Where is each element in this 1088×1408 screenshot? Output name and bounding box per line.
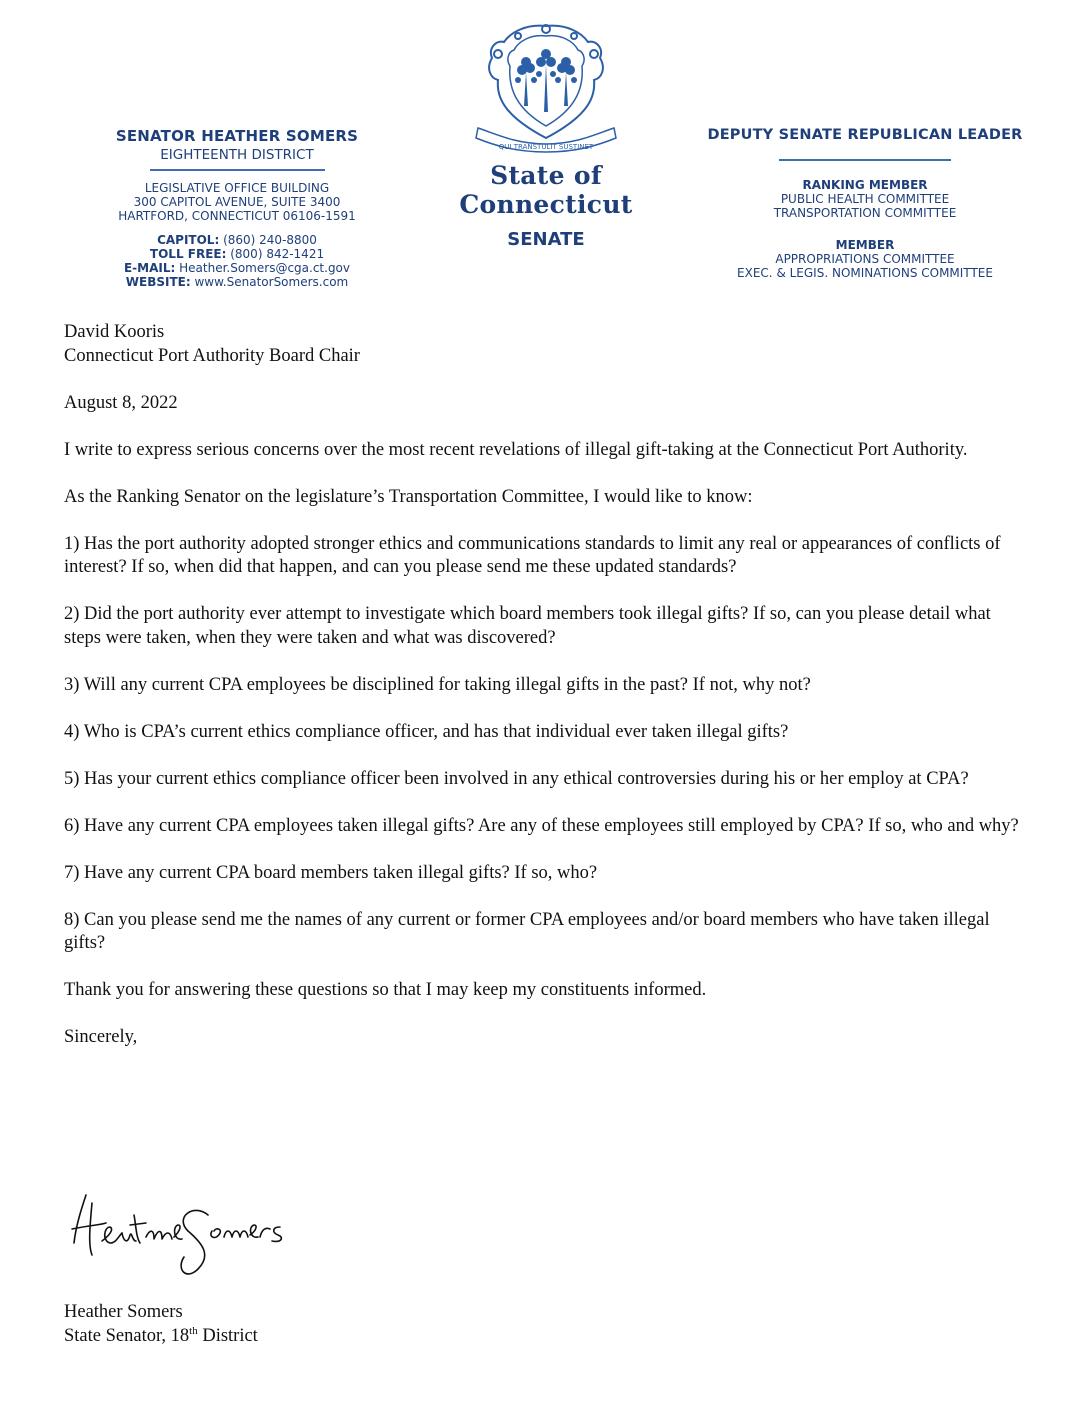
state-name: State of Connecticut [459, 161, 633, 219]
capitol-phone [92, 233, 382, 247]
member-committee-2: EXEC. & LEGIS. NOMINATIONS COMMITTEE [737, 266, 993, 280]
signer-name: Heather Somers [64, 1302, 183, 1322]
letterhead-center [405, 20, 687, 250]
senator-name: SENATOR HEATHER SOMERS [115, 127, 359, 145]
website-value: www.SenatorSomers.com [194, 275, 349, 289]
letter-body [64, 321, 1024, 1073]
letterhead-left [92, 127, 382, 289]
senator-district: EIGHTEENTH DISTRICT [160, 147, 314, 163]
address-line3: HARTFORD, CONNECTICUT 06106-1591 [118, 209, 356, 223]
member-committee-1: APPROPRIATIONS COMMITTEE [775, 252, 955, 266]
email [92, 261, 382, 275]
chamber-name: SENATE [507, 229, 585, 250]
question-8: 8) Can you please send me the names of any current or former CPA employees and/or board members who have taken illegal gifts? [64, 909, 990, 953]
signer-title-prefix: State Senator, 18 [64, 1326, 190, 1346]
tollfree-value: (800) 842-1421 [230, 247, 325, 261]
email-value: Heather.Somers@cga.ct.gov [179, 261, 351, 275]
letter-date: August 8, 2022 [64, 392, 178, 413]
address-line2: 300 CAPITOL AVENUE, SUITE 3400 [133, 195, 341, 209]
handwritten-signature [62, 1185, 322, 1290]
question-1: 1) Has the port authority adopted stronger ethics and communications standards to limit any real or appearances of conflicts of interest? If so, when did that happen, and can you please send me these updated standards? [64, 533, 1001, 577]
question-6: 6) Have any current CPA employees taken illegal gifts? Are any of these employees still employed by CPA? If so, who and why? [64, 815, 1019, 836]
ranking-committee-1: PUBLIC HEALTH COMMITTEE [780, 192, 950, 206]
ranking-member-header: RANKING MEMBER [802, 178, 928, 192]
capitol-value: (860) 240-8800 [223, 233, 317, 247]
signer-title-sup: th [189, 1324, 198, 1337]
question-5: 5) Has your current ethics compliance officer been involved in any ethical controversies during his or her employ at CPA? [64, 768, 969, 789]
question-3: 3) Will any current CPA employees be disciplined for taking illegal gifts in the past? If not, why not? [64, 674, 811, 695]
address-line1: LEGISLATIVE OFFICE BUILDING [144, 181, 330, 195]
signer-title [64, 1324, 258, 1348]
question-4: 4) Who is CPA’s current ethics compliance officer, and has that individual ever taken illegal gifts? [64, 721, 789, 742]
member-header: MEMBER [835, 238, 895, 252]
paragraph-intro: I write to express serious concerns over the most recent revelations of illegal gift-taking at the Connecticut Port Authority. [64, 439, 968, 460]
question-7: 7) Have any current CPA board members taken illegal gifts? If so, who? [64, 862, 598, 883]
website-label: WEBSITE: [125, 275, 191, 289]
tollfree-label: TOLL FREE: [149, 247, 227, 261]
recipient-title: Connecticut Port Authority Board Chair [64, 345, 360, 366]
state-seal-icon [456, 20, 636, 155]
leadership-title: DEPUTY SENATE REPUBLICAN LEADER [707, 127, 1023, 143]
email-label: E-MAIL: [123, 261, 176, 275]
paragraph-thanks: Thank you for answering these questions so that I may keep my constituents informed. [64, 980, 707, 1000]
paragraph-lead: As the Ranking Senator on the legislature’s Transportation Committee, I would like to know: [64, 486, 753, 507]
ranking-committee-2: TRANSPORTATION COMMITTEE [773, 206, 957, 220]
tollfree-phone [92, 247, 382, 261]
signature-block [64, 1300, 258, 1348]
closing: Sincerely, [64, 1027, 138, 1047]
website [92, 275, 382, 289]
seal-motto: QUI TRANSTULIT SUSTINET [498, 143, 594, 151]
recipient-name: David Kooris [64, 322, 165, 342]
signer-title-suffix: District [197, 1326, 258, 1346]
capitol-label: CAPITOL: [157, 233, 220, 247]
letterhead-right [705, 127, 1025, 280]
question-2: 2) Did the port authority ever attempt to investigate which board members took illegal gifts? If so, can you please detail what steps were taken, when they were taken and what was discovered? [64, 604, 991, 648]
